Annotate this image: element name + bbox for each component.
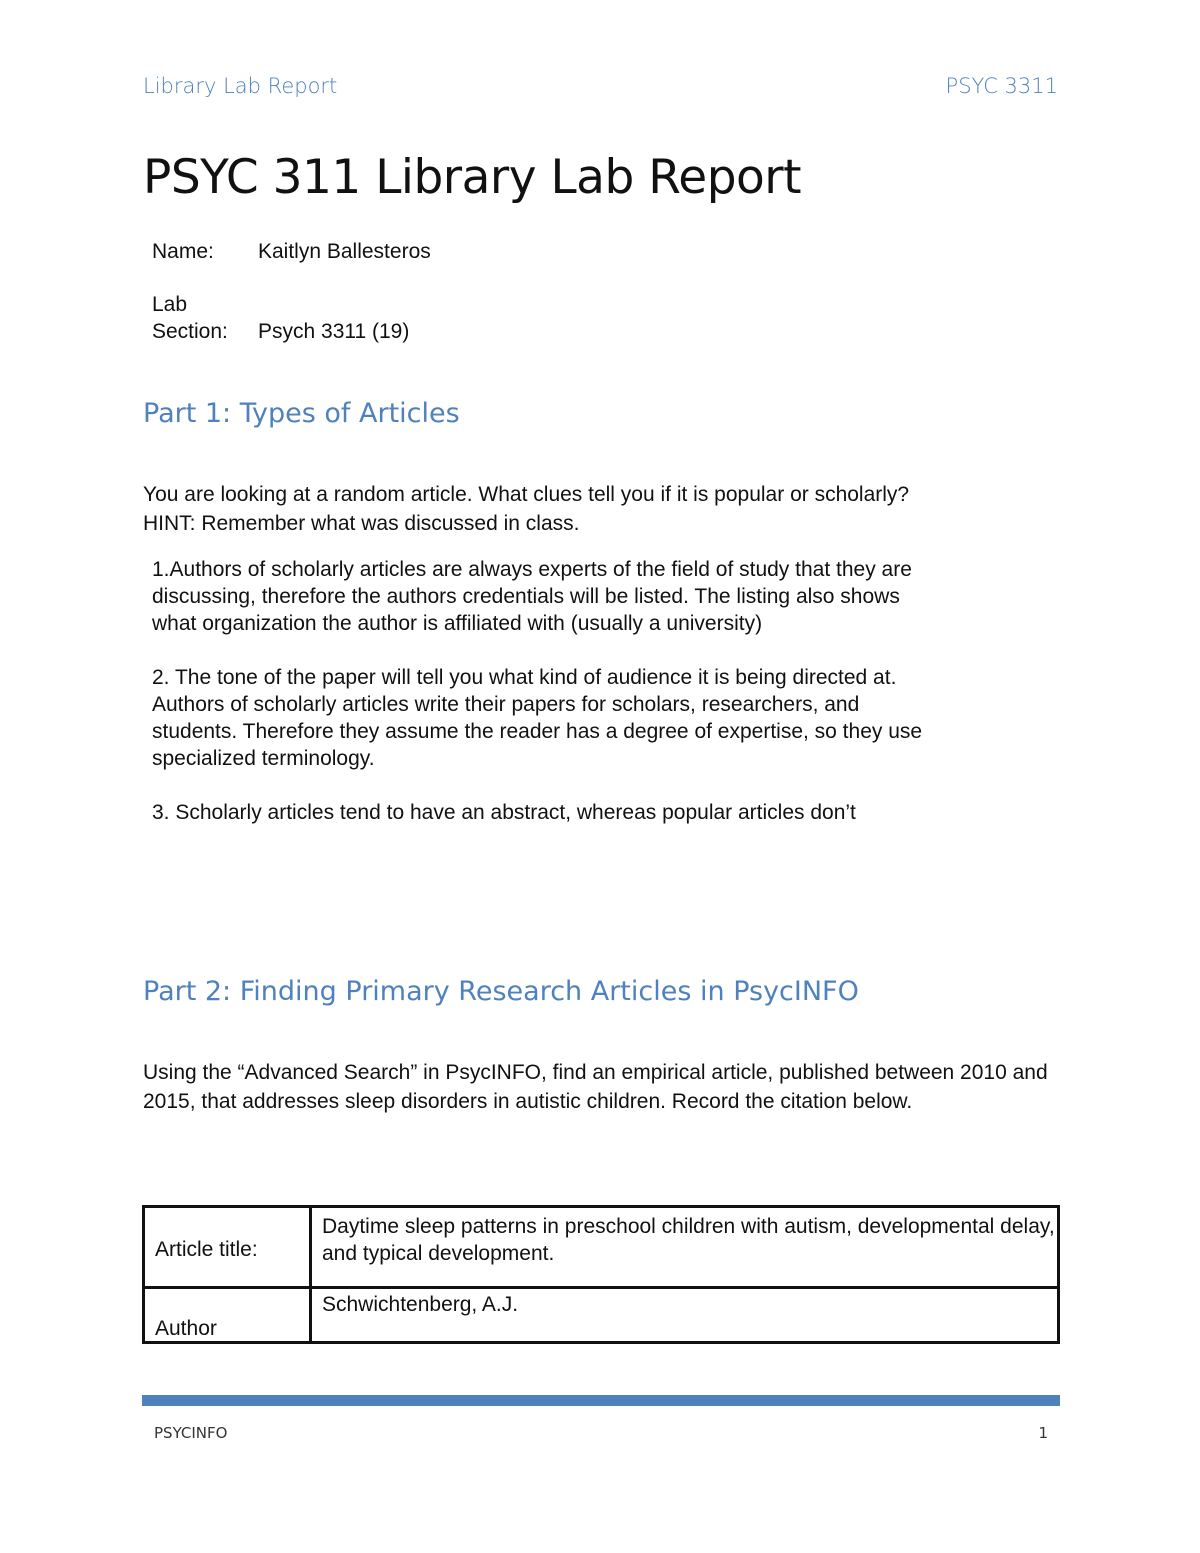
table-row [144,1207,1059,1288]
table-cell-value [311,1288,1059,1343]
section-value: Psych 3311 (19) [258,320,410,343]
answer-2: 2. The tone of the paper will tell you what kind of audience it is being directed at. Authors of scholarly articles write their papers for scholars, researchers, and students. Therefore they assume the reader has a degree of expertise, so they use specialized terminology. [152,666,923,770]
section-label-line1: Lab [152,293,188,316]
author-label: Author [155,1317,217,1340]
name-label: Name: [152,240,214,263]
citation-table [142,1205,1060,1344]
page-title: PSYC 311 Library Lab Report [143,150,802,205]
header-right: PSYC 3311 [945,74,1058,98]
footer-left: PSYCINFO [154,1424,228,1442]
table-cell-value [311,1207,1059,1288]
part2-heading: Part 2: Finding Primary Research Articles in PsycINFO [143,976,859,1007]
table-row [144,1288,1059,1343]
part1-prompt-line2: HINT: Remember what was discussed in class. [143,512,580,535]
part2-prompt: Using the “Advanced Search” in PsycINFO, find an empirical article, published between 2010 and 2015, that addresses sleep disorders in autistic children. Record the citation below. [143,1061,1048,1113]
section-label-line2: Section: [152,320,228,343]
part1-heading: Part 1: Types of Articles [143,398,460,429]
footer-divider [142,1395,1060,1406]
name-value: Kaitlyn Ballesteros [258,240,431,263]
article-title-value: Daytime sleep patterns in preschool children with autism, developmental delay, and typical development. [322,1215,1055,1265]
part1-answers [152,556,932,853]
answer-1: 1.Authors of scholarly articles are always experts of the field of study that they are discussing, therefore the authors credentials will be listed. The listing also shows what organization the author is affiliated with (usually a university) [152,558,912,635]
answer-3: 3. Scholarly articles tend to have an abstract, whereas popular articles don’t [152,801,856,824]
part1-prompt-line1: You are looking at a random article. What clues tell you if it is popular or scholarly? [143,483,910,506]
article-title-label: Article title: [155,1238,258,1261]
header-left: Library Lab Report [143,74,338,98]
table-cell-label [144,1207,311,1288]
page-number: 1 [1038,1424,1048,1442]
table-cell-label [144,1288,311,1343]
author-value: Schwichtenberg, A.J. [322,1293,519,1316]
